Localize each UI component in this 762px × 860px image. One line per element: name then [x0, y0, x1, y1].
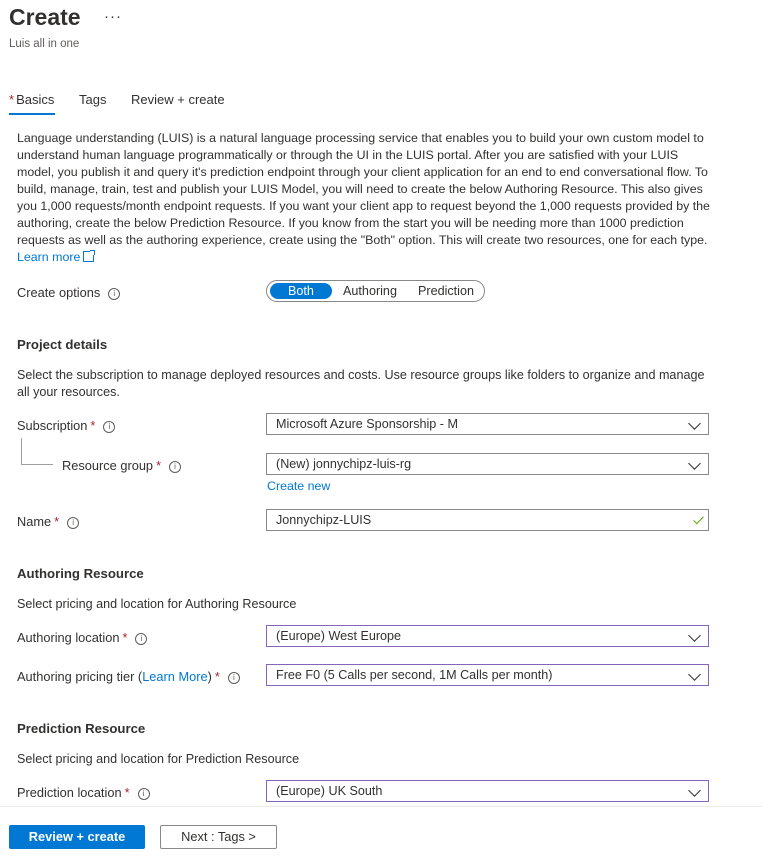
name-input[interactable] — [266, 509, 709, 531]
required-marker: * — [124, 785, 130, 800]
info-icon[interactable]: i — [103, 421, 115, 433]
chevron-down-icon — [688, 417, 701, 430]
tab-tags[interactable]: Tags — [79, 92, 107, 107]
authoring-location-value: (Europe) West Europe — [276, 629, 402, 643]
create-new-link[interactable]: Create new — [267, 479, 331, 493]
authoring-resource-heading: Authoring Resource — [17, 566, 144, 581]
name-value: Jonnychipz-LUIS — [276, 513, 372, 527]
required-marker: * — [90, 418, 96, 433]
authoring-pricing-label — [17, 669, 240, 684]
authoring-pricing-select[interactable] — [266, 664, 709, 686]
chevron-down-icon — [688, 668, 701, 681]
learn-more-label: Learn more — [17, 250, 81, 264]
info-icon[interactable]: i — [138, 788, 150, 800]
tab-basics-label: Basics — [16, 92, 55, 107]
info-icon[interactable]: i — [135, 633, 147, 645]
page-subtitle: Luis all in one — [9, 38, 80, 50]
required-marker: * — [214, 669, 220, 684]
prediction-resource-heading: Prediction Resource — [17, 721, 146, 736]
more-options-icon[interactable]: ··· — [104, 8, 122, 25]
authoring-pricing-value: Free F0 (5 Calls per second, 1M Calls per month) — [276, 668, 553, 682]
page-title: Create — [9, 4, 81, 30]
name-label — [17, 514, 79, 529]
footer-divider — [0, 806, 762, 807]
checkmark-icon — [693, 514, 704, 525]
resource-group-label-text: Resource group — [62, 458, 154, 473]
authoring-location-select[interactable] — [266, 625, 709, 647]
create-options-text: Create options — [17, 285, 101, 300]
authoring-location-label — [17, 630, 147, 645]
tab-basics[interactable] — [9, 92, 54, 107]
resource-group-label — [62, 458, 181, 473]
info-icon[interactable]: i — [67, 517, 79, 529]
project-details-heading: Project details — [17, 337, 108, 352]
prediction-location-value: (Europe) UK South — [276, 784, 383, 798]
active-tab-indicator — [9, 113, 55, 115]
learn-more-link[interactable]: Learn More — [142, 669, 208, 684]
info-icon[interactable]: i — [169, 461, 181, 473]
tab-review-create[interactable]: Review + create — [131, 92, 225, 107]
authoring-resource-text: Select pricing and location for Authoring Resource — [17, 597, 297, 611]
review-create-button[interactable]: Review + create — [9, 825, 145, 849]
project-details-text: Select the subscription to manage deployed resources and costs. Use resource groups like folders to organize and manage all your resources. — [17, 368, 705, 399]
option-prediction[interactable]: Prediction — [417, 284, 474, 298]
authoring-pricing-label-suffix: ) — [207, 669, 212, 684]
prediction-location-label-text: Prediction location — [17, 785, 122, 800]
prediction-location-label — [17, 785, 150, 800]
info-icon[interactable]: i — [108, 288, 120, 300]
prediction-location-select[interactable] — [266, 780, 709, 802]
chevron-down-icon — [688, 784, 701, 797]
prediction-resource-text: Select pricing and location for Prediction Resource — [17, 752, 300, 766]
option-authoring[interactable]: Authoring — [343, 284, 397, 298]
resource-group-value: (New) jonnychipz-luis-rg — [276, 457, 412, 471]
required-marker: * — [9, 92, 15, 107]
subscription-label-text: Subscription — [17, 418, 88, 433]
info-icon[interactable]: i — [228, 672, 240, 684]
authoring-pricing-label-text: Authoring pricing tier ( — [17, 669, 143, 684]
create-options-toggle — [266, 280, 485, 302]
name-label-text: Name — [17, 514, 52, 529]
subscription-value: Microsoft Azure Sponsorship - M — [276, 417, 458, 431]
required-marker: * — [54, 514, 60, 529]
authoring-location-label-text: Authoring location — [17, 630, 120, 645]
external-link-icon — [83, 251, 94, 262]
create-options-label — [17, 285, 120, 300]
service-description — [17, 130, 717, 266]
description-text: Language understanding (LUIS) is a natural language processing service that enables you to build your own custom model to understand human language programmatically or through the UI in the LUIS portal. After you are satisfied with your LUIS model, you publish it and query it's prediction endpoint through your client application for an end to end conversational flow. To build, manage, train, test and publish your LUIS Model, you will need to create the below Authoring Resource. This also gives you 1,000 requests/month endpoint requests. If you want your client app to request beyond the 1,000 requests provided by the authoring, create the below Prediction Resource. If you know from the start you will be needing more than 1000 prediction requests as well as the authoring experience, create using the "Both" option. This will create two resources, one for each type. — [17, 131, 710, 247]
resource-group-select[interactable] — [266, 453, 709, 475]
subscription-select[interactable] — [266, 413, 709, 435]
tree-connector — [21, 438, 22, 464]
chevron-down-icon — [688, 457, 701, 470]
chevron-down-icon — [688, 629, 701, 642]
required-marker: * — [156, 458, 162, 473]
tree-connector — [21, 464, 53, 465]
option-both[interactable]: Both — [270, 283, 332, 299]
next-tags-button[interactable]: Next : Tags > — [160, 825, 277, 849]
learn-more-link[interactable] — [17, 250, 94, 264]
required-marker: * — [122, 630, 128, 645]
subscription-label — [17, 418, 115, 433]
